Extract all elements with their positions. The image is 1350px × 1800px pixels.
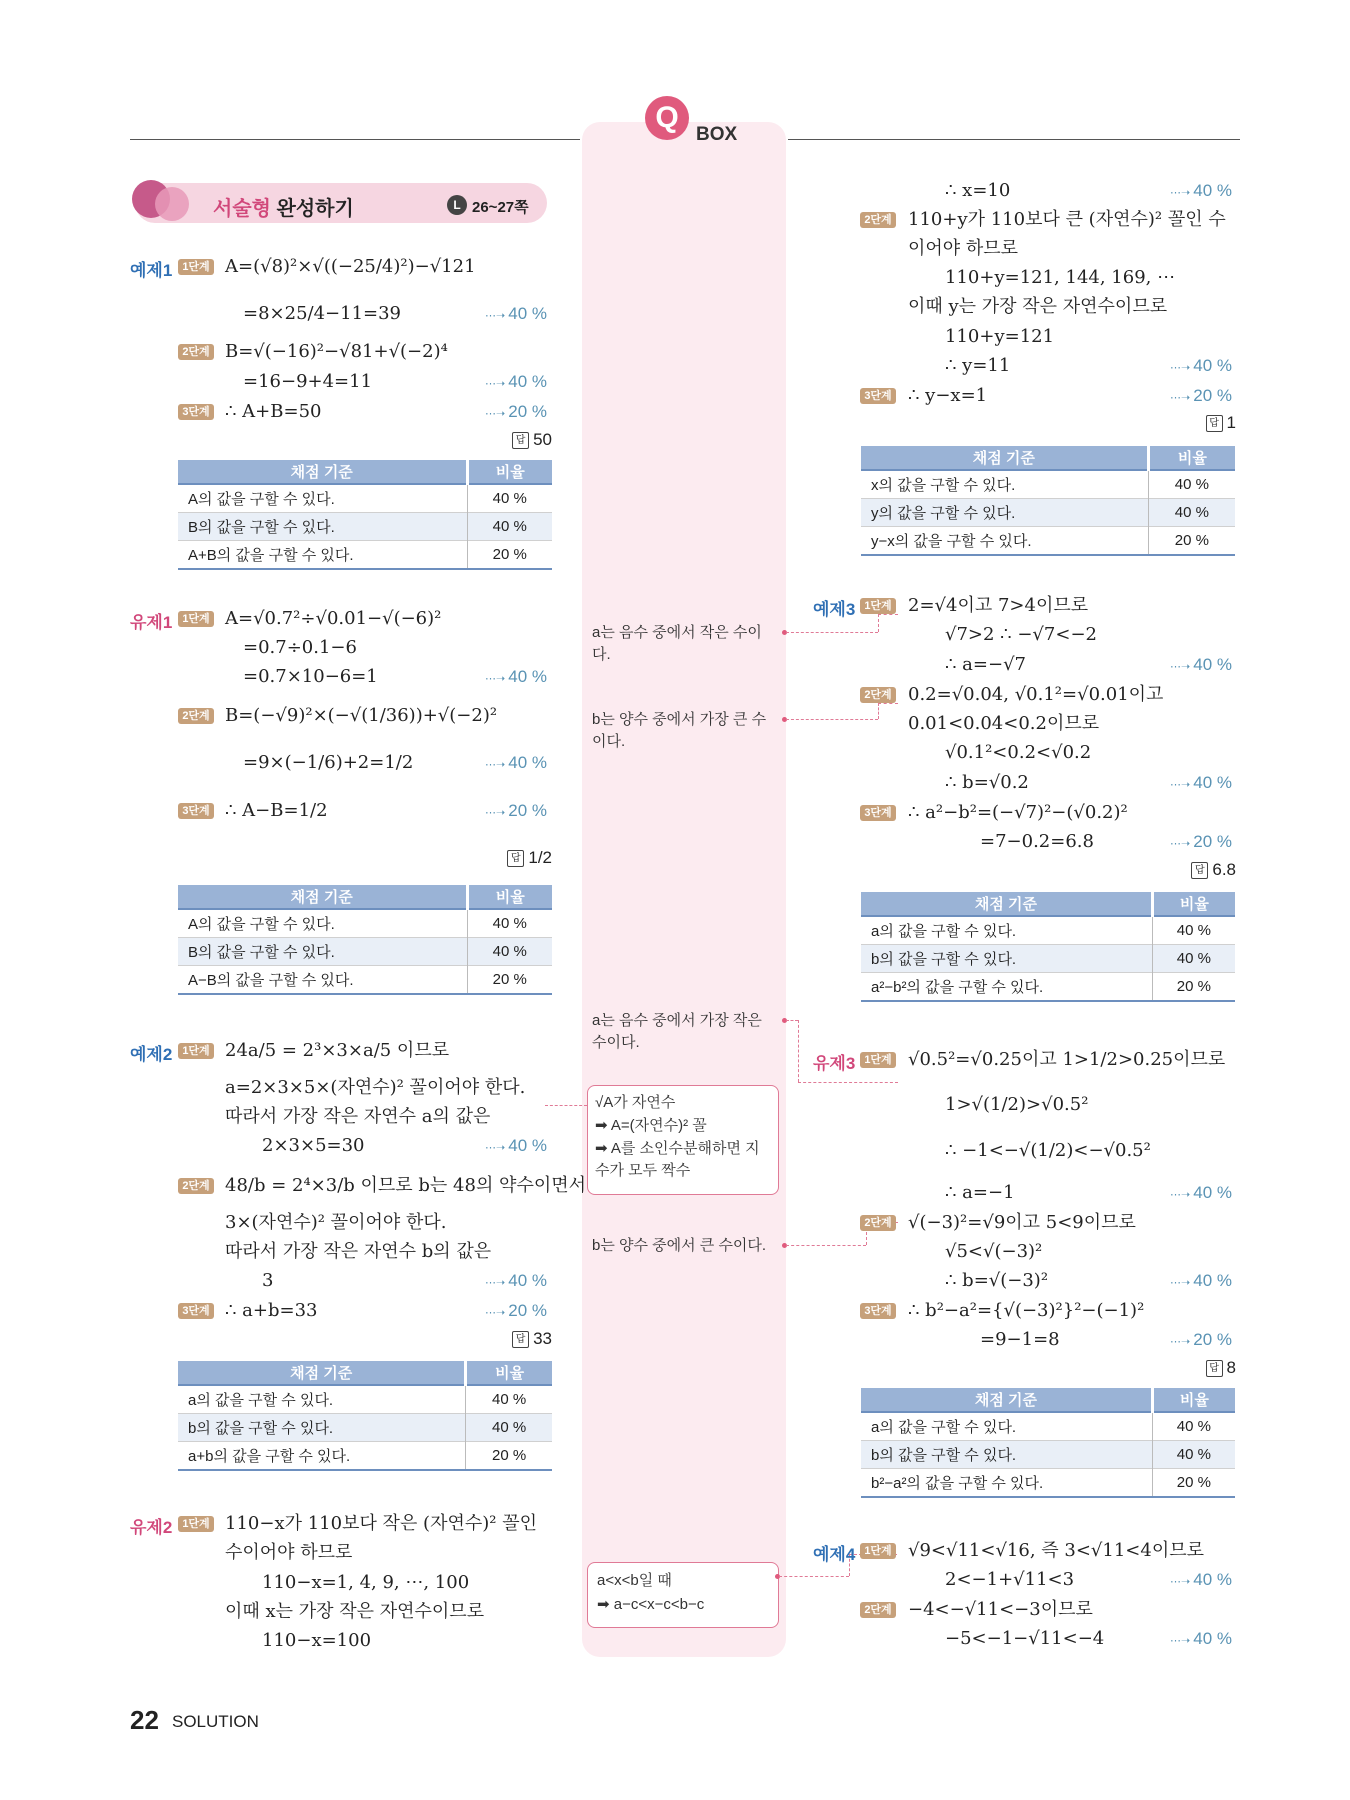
ex3-line9: =7−0.2=6.8	[980, 831, 1094, 852]
yu3-line3: ∴ −1<−√(1/2)<−√0.5²	[945, 1140, 1151, 1161]
ex2-line8: 3	[262, 1270, 274, 1291]
ratio-header: 비율	[466, 1361, 552, 1385]
criteria-table-ex2	[178, 1361, 552, 1471]
ratio-cell: 20 %	[467, 541, 552, 570]
note-connector	[786, 1020, 798, 1021]
score-percent: ⋯➝ 40 %	[1170, 655, 1232, 675]
score-percent: ⋯➝ 40 %	[1170, 1271, 1232, 1291]
example-3-label: 예제3	[813, 600, 856, 619]
title-rest: 완성하기	[270, 198, 354, 220]
yu3-line7: ∴ b=√(−3)²	[945, 1270, 1049, 1291]
exercise-1-label: 유제1	[130, 613, 173, 632]
ratio-cell: 40 %	[1152, 1441, 1235, 1469]
ex3-line6: √0.1²<0.2<√0.2	[945, 742, 1092, 763]
criteria-cell: b의 값을 구할 수 있다.	[861, 945, 1152, 973]
yu3-answer-value: 8	[1226, 1358, 1236, 1377]
note-connector	[878, 614, 898, 615]
yu2-right-line2: 110+y가 110보다 큰 (자연수)² 꼴인 수	[908, 209, 1226, 230]
score-percent: ⋯➝ 40 %	[485, 304, 547, 324]
ratio-cell: 20 %	[467, 966, 552, 995]
answer-icon: 답	[512, 432, 529, 449]
score-percent: ⋯➝ 40 %	[1170, 181, 1232, 201]
ex3-line5: 0.01<0.04<0.2이므로	[908, 713, 1100, 734]
yu2-answer-value: 1	[1226, 413, 1236, 432]
ratio-cell: 40 %	[467, 484, 552, 513]
score-percent: ⋯➝ 40 %	[485, 1271, 547, 1291]
ratio-header: 비율	[1152, 892, 1235, 916]
page-reference: 26~27쪽	[472, 199, 529, 216]
ex2-line9: ∴ a+b=33	[225, 1300, 318, 1321]
ex3-line3: ∴ a=−√7	[945, 654, 1026, 675]
yu2-answer	[1180, 413, 1236, 433]
yu3-line6: √5<√(−3)²	[945, 1241, 1043, 1262]
score-percent: ⋯➝ 40 %	[485, 753, 547, 773]
step-3-badge: 3단계	[860, 805, 896, 821]
yu1-line3: =0.7×10−6=1	[243, 666, 378, 687]
answer-icon: 답	[1191, 862, 1208, 879]
lesson-icon: L	[447, 195, 467, 215]
note-connector	[878, 703, 879, 719]
answer-icon: 답	[507, 850, 524, 867]
ex2-line6: 3×(자연수)² 꼴이어야 한다.	[225, 1212, 447, 1233]
yu2-line4: 이때 x는 가장 작은 자연수이므로	[225, 1601, 485, 1622]
yu3-answer	[1180, 1358, 1236, 1378]
ratio-cell: 20 %	[466, 1442, 552, 1471]
ex3-answer	[1170, 860, 1236, 880]
exercise-2-label: 유제2	[130, 1518, 173, 1537]
criteria-table-yu3	[861, 1388, 1235, 1498]
top-rule-right	[788, 139, 1240, 140]
step-2-badge: 2단계	[860, 1602, 896, 1618]
yu2-line5: 110−x=100	[262, 1630, 372, 1651]
criteria-cell: x의 값을 구할 수 있다.	[861, 470, 1148, 499]
criteria-cell: a의 값을 구할 수 있다.	[861, 1412, 1152, 1441]
yu3-line4: ∴ a=−1	[945, 1182, 1015, 1203]
step-2-badge: 2단계	[178, 344, 214, 360]
ex4-line1: √9<√11<√16, 즉 3<√11<4이므로	[908, 1540, 1204, 1561]
ex1-line1: A=(√8)²×√((−25/4)²)−√121	[225, 256, 476, 277]
note-inequality-line2: ➡ a−c<x−c<b−c	[597, 1596, 705, 1613]
top-rule-left	[130, 139, 580, 140]
yu1-line6: ∴ A−B=1/2	[225, 800, 328, 821]
ex4-line4: −5<−1−√11<−4	[945, 1628, 1105, 1649]
yu3-line8: ∴ b²−a²={√(−3)²}²−(−1)²	[908, 1300, 1145, 1321]
note-inequality-line1: a<x<b일 때	[597, 1572, 672, 1589]
score-percent: ⋯➝ 40 %	[485, 372, 547, 392]
note-connector	[798, 1082, 898, 1083]
score-percent: ⋯➝ 40 %	[1170, 1183, 1232, 1203]
ratio-header: 비율	[1148, 446, 1235, 470]
score-percent: ⋯➝ 20 %	[1170, 386, 1232, 406]
criteria-cell: B의 값을 구할 수 있다.	[178, 513, 467, 541]
yu2-right-line8: ∴ y−x=1	[908, 385, 988, 406]
step-1-badge: 1단계	[178, 259, 214, 275]
score-percent: ⋯➝ 40 %	[1170, 356, 1232, 376]
ex2-line1: 24a/5 = 2³×3×a/5 이므로	[225, 1040, 450, 1061]
score-percent: ⋯➝ 40 %	[485, 667, 547, 687]
ratio-cell: 20 %	[1148, 527, 1235, 556]
yu1-answer	[500, 848, 552, 868]
yu1-line2: =0.7÷0.1−6	[243, 637, 357, 658]
step-1-badge: 1단계	[860, 598, 896, 614]
criteria-header: 채점 기준	[861, 446, 1148, 470]
example-4-label: 예제4	[813, 1545, 856, 1564]
score-percent: ⋯➝ 40 %	[1170, 773, 1232, 793]
ex3-line4: 0.2=√0.04, √0.1²=√0.01이고	[908, 684, 1164, 705]
criteria-table-ex3	[861, 892, 1235, 1002]
yu2-right-line1: ∴ x=10	[945, 180, 1011, 201]
score-percent: ⋯➝ 20 %	[485, 402, 547, 422]
exercise-3-label: 유제3	[813, 1054, 856, 1073]
criteria-cell: A+B의 값을 구할 수 있다.	[178, 541, 467, 570]
score-percent: ⋯➝ 40 %	[1170, 1570, 1232, 1590]
score-percent: ⋯➝ 40 %	[1170, 1629, 1232, 1649]
yu1-line5: =9×(−1/6)+2=1/2	[243, 752, 414, 773]
step-3-badge: 3단계	[178, 803, 214, 819]
ratio-cell: 40 %	[467, 909, 552, 938]
step-1-badge: 1단계	[860, 1052, 896, 1068]
note-a-negative-smallest: a는 음수 중에서 가장 작은 수이다.	[592, 1012, 762, 1051]
criteria-cell: A의 값을 구할 수 있다.	[178, 484, 467, 513]
note-connector	[786, 719, 878, 720]
criteria-cell: A−B의 값을 구할 수 있다.	[178, 966, 467, 995]
ex4-line3: −4<−√11<−3이므로	[908, 1599, 1093, 1620]
note-sqrt-line3: ➡ A를 소인수분해하면 지수가 모두 짝수	[595, 1140, 760, 1179]
ex2-line2: a=2×3×5×(자연수)² 꼴이어야 한다.	[225, 1077, 526, 1098]
ex2-line5: 48/b = 2⁴×3/b 이므로 b는 48의 약수이면서	[225, 1175, 586, 1196]
note-b-positive-largest: b는 양수 중에서 가장 큰 수이다.	[592, 711, 767, 750]
step-1-badge: 1단계	[860, 1543, 896, 1559]
ex3-line8: ∴ a²−b²=(−√7)²−(√0.2)²	[908, 802, 1128, 823]
ratio-header: 비율	[1152, 1388, 1235, 1412]
yu3-line9: =9−1=8	[980, 1329, 1060, 1350]
step-2-badge: 2단계	[860, 1215, 896, 1231]
section-title	[213, 192, 354, 221]
ratio-cell: 40 %	[1152, 945, 1235, 973]
step-3-badge: 3단계	[860, 388, 896, 404]
step-3-badge: 3단계	[860, 1303, 896, 1319]
score-percent: ⋯➝ 20 %	[1170, 832, 1232, 852]
note-connector	[878, 614, 879, 632]
criteria-table-yu1	[178, 885, 552, 995]
note-sqrt-line1: √A가 자연수	[595, 1094, 676, 1111]
ratio-cell: 20 %	[1152, 973, 1235, 1002]
yu1-answer-value: 1/2	[528, 848, 552, 867]
note-connector	[545, 1105, 587, 1106]
ratio-header: 비율	[467, 460, 552, 484]
criteria-cell: a²−b²의 값을 구할 수 있다.	[861, 973, 1152, 1002]
yu2-right-line6: 110+y=121	[945, 326, 1055, 347]
ratio-cell: 40 %	[1152, 1412, 1235, 1441]
step-2-badge: 2단계	[860, 212, 896, 228]
ex3-line7: ∴ b=√0.2	[945, 772, 1029, 793]
step-2-badge: 2단계	[178, 708, 214, 724]
ratio-header: 비율	[467, 885, 552, 909]
criteria-cell: b의 값을 구할 수 있다.	[861, 1441, 1152, 1469]
criteria-table-yu2	[861, 446, 1235, 556]
criteria-cell: y의 값을 구할 수 있다.	[861, 499, 1148, 527]
ratio-cell: 40 %	[466, 1385, 552, 1414]
ex2-line7: 따라서 가장 작은 자연수 b의 값은	[225, 1241, 492, 1262]
yu2-right-line3: 이어야 하므로	[908, 238, 1019, 259]
title-decoration-icon-2	[155, 187, 189, 221]
q-box-label: BOX	[696, 124, 738, 145]
criteria-cell: A의 값을 구할 수 있다.	[178, 909, 467, 938]
page-number: 22	[130, 1705, 159, 1735]
yu3-line5: √(−3)²=√9이고 5<9이므로	[908, 1212, 1136, 1233]
criteria-cell: a의 값을 구할 수 있다.	[861, 916, 1152, 945]
footer-label: SOLUTION	[172, 1712, 259, 1731]
ex1-line5: ∴ A+B=50	[225, 401, 322, 422]
step-2-badge: 2단계	[178, 1178, 214, 1194]
criteria-cell: a의 값을 구할 수 있다.	[178, 1385, 466, 1414]
answer-icon: 답	[512, 1331, 529, 1348]
ex1-answer	[500, 430, 552, 450]
answer-icon: 답	[1206, 415, 1223, 432]
note-connector	[786, 1245, 866, 1246]
note-connector	[798, 1020, 799, 1082]
yu2-right-line7: ∴ y=11	[945, 355, 1011, 376]
example-2-label: 예제2	[130, 1045, 173, 1064]
step-3-badge: 3단계	[178, 404, 214, 420]
step-3-badge: 3단계	[178, 1303, 214, 1319]
ex3-answer-value: 6.8	[1212, 860, 1236, 879]
ex3-line2: √7>2 ∴ −√7<−2	[945, 624, 1097, 645]
step-1-badge: 1단계	[178, 1516, 214, 1532]
note-connector	[786, 632, 878, 633]
criteria-header: 채점 기준	[178, 460, 467, 484]
note-sqrt-line2: ➡ A=(자연수)² 꼴	[595, 1117, 707, 1134]
step-1-badge: 1단계	[178, 611, 214, 627]
ex1-line3: B=√(−16)²−√81+√(−2)⁴	[225, 341, 448, 362]
note-a-negative-small: a는 음수 중에서 작은 수이다.	[592, 624, 762, 663]
ratio-cell: 40 %	[1148, 499, 1235, 527]
yu2-right-line5: 이때 y는 가장 작은 자연수이므로	[908, 296, 1168, 317]
criteria-header: 채점 기준	[861, 1388, 1152, 1412]
yu2-right-line4: 110+y=121, 144, 169, ⋯	[945, 267, 1176, 288]
score-percent: ⋯➝ 20 %	[485, 801, 547, 821]
ex1-line2: =8×25/4−11=39	[243, 303, 402, 324]
note-connector	[779, 1576, 849, 1577]
step-1-badge: 1단계	[178, 1043, 214, 1059]
criteria-header: 채점 기준	[178, 1361, 466, 1385]
ratio-cell: 20 %	[1152, 1469, 1235, 1498]
yu1-line4: B=(−√9)²×(−√(1/36))+√(−2)²	[225, 705, 498, 726]
criteria-cell: b²−a²의 값을 구할 수 있다.	[861, 1469, 1152, 1498]
yu2-line1: 110−x가 110보다 작은 (자연수)² 꼴인	[225, 1513, 537, 1534]
q-box-icon: Q	[645, 96, 689, 140]
score-percent: ⋯➝ 20 %	[485, 1301, 547, 1321]
note-connector	[878, 703, 898, 704]
example-1-label: 예제1	[130, 261, 173, 280]
note-b-positive-large: b는 양수 중에서 큰 수이다.	[592, 1237, 767, 1254]
ex2-answer-value: 33	[533, 1329, 552, 1348]
criteria-cell: b의 값을 구할 수 있다.	[178, 1414, 466, 1442]
score-percent: ⋯➝ 40 %	[485, 1136, 547, 1156]
ex2-line4: 2×3×5=30	[262, 1135, 365, 1156]
criteria-cell: B의 값을 구할 수 있다.	[178, 938, 467, 966]
criteria-cell: y−x의 값을 구할 수 있다.	[861, 527, 1148, 556]
ex3-line1: 2=√4이고 7>4이므로	[908, 595, 1089, 616]
ex4-line2: 2<−1+√11<3	[945, 1569, 1075, 1590]
yu2-line3: 110−x=1, 4, 9, ⋯, 100	[262, 1572, 470, 1593]
yu2-line2: 수이어야 하므로	[225, 1542, 353, 1563]
criteria-cell: a+b의 값을 구할 수 있다.	[178, 1442, 466, 1471]
criteria-header: 채점 기준	[861, 892, 1152, 916]
ex2-answer	[500, 1329, 552, 1349]
ex2-line3: 따라서 가장 작은 자연수 a의 값은	[225, 1106, 491, 1127]
q-box-column	[582, 122, 786, 1657]
ex1-line4: =16−9+4=11	[243, 371, 373, 392]
ratio-cell: 40 %	[467, 938, 552, 966]
answer-icon: 답	[1206, 1360, 1223, 1377]
ex1-answer-value: 50	[533, 430, 552, 449]
criteria-table-ex1	[178, 460, 552, 570]
yu3-line2: 1>√(1/2)>√0.5²	[945, 1094, 1089, 1115]
ratio-cell: 40 %	[466, 1414, 552, 1442]
ratio-cell: 40 %	[1148, 470, 1235, 499]
yu1-line1: A=√0.7²÷√0.01−√(−6)²	[225, 608, 442, 629]
step-2-badge: 2단계	[860, 687, 896, 703]
score-percent: ⋯➝ 20 %	[1170, 1330, 1232, 1350]
criteria-header: 채점 기준	[178, 885, 467, 909]
yu3-line1: √0.5²=√0.25이고 1>1/2>0.25이므로	[908, 1049, 1226, 1070]
title-highlight: 서술형	[213, 198, 271, 220]
ratio-cell: 40 %	[1152, 916, 1235, 945]
ratio-cell: 40 %	[467, 513, 552, 541]
